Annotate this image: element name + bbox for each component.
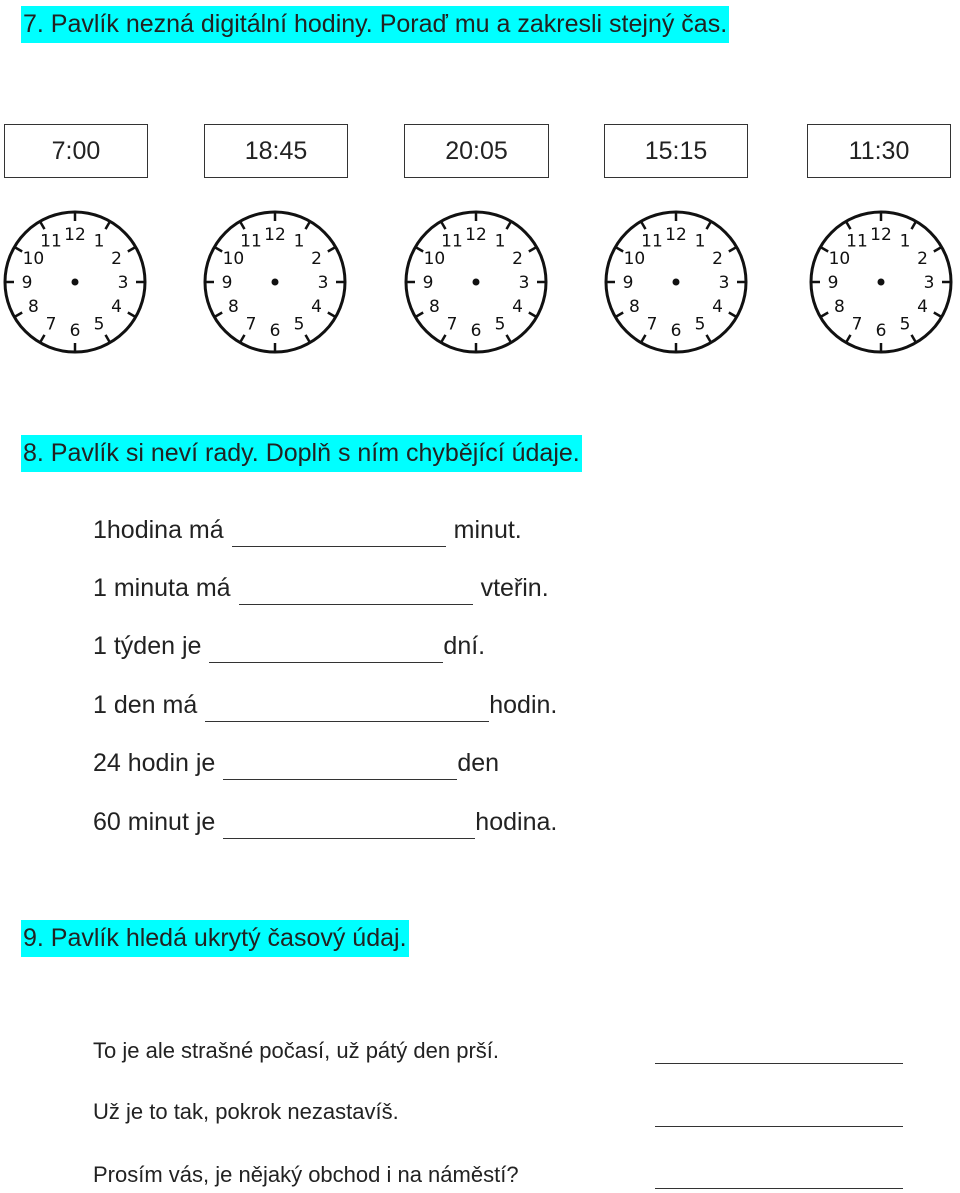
clock-number: 4 [111, 297, 122, 317]
clock-number: 7 [646, 314, 658, 335]
clock-number: 2 [712, 249, 723, 269]
hidden-time-answer-3[interactable] [655, 1188, 903, 1189]
clock-number: 4 [512, 297, 523, 317]
clock-number: 6 [875, 321, 887, 341]
clock-number: 1 [93, 231, 105, 252]
clock-number: 11 [846, 231, 868, 252]
fill-line-after: vteřin. [480, 574, 549, 602]
answer-blank[interactable] [205, 694, 489, 722]
fill-line-3 [93, 629, 485, 663]
fill-line-5 [93, 746, 499, 780]
time-box-5: 11:30 [807, 124, 951, 178]
clock-number: 11 [641, 231, 663, 252]
clock-number: 6 [470, 321, 482, 341]
clock-number: 12 [665, 225, 687, 245]
clock-center-dot [673, 279, 680, 286]
clock-svg [403, 209, 549, 355]
clock-number: 8 [834, 297, 845, 317]
clock-number: 8 [629, 297, 640, 317]
clock-svg [2, 209, 148, 355]
answer-blank[interactable] [223, 752, 457, 780]
clock-number: 10 [623, 249, 646, 269]
task7-heading: 7. Pavlík nezná digitální hodiny. Poraď mu a zakresli stejný čas. [21, 6, 729, 43]
task9-heading: 9. Pavlík hledá ukrytý časový údaj. [21, 920, 409, 957]
clock-center-dot [473, 279, 480, 286]
clock-number: 2 [512, 249, 523, 269]
fill-line-before: 60 minut je [93, 808, 216, 836]
clock-svg [202, 209, 348, 355]
clock-number: 10 [423, 249, 446, 269]
clock-number: 10 [222, 249, 245, 269]
clock-svg [808, 209, 954, 355]
clock-number: 1 [293, 231, 305, 252]
clock-number: 4 [311, 297, 322, 317]
answer-blank[interactable] [232, 519, 446, 547]
time-box-2: 18:45 [204, 124, 348, 178]
clock-number: 12 [264, 225, 286, 245]
fill-line-after: hodina. [475, 808, 558, 836]
answer-blank[interactable] [239, 577, 473, 605]
clock-number: 2 [111, 249, 122, 269]
clock-face-4[interactable] [603, 209, 749, 355]
fill-line-before: 1hodina má [93, 516, 224, 544]
clock-number: 5 [494, 314, 506, 335]
clock-number: 10 [828, 249, 851, 269]
clock-number: 12 [465, 225, 487, 245]
clock-number: 11 [441, 231, 463, 252]
clock-number: 7 [45, 314, 57, 335]
hidden-time-answer-2[interactable] [655, 1126, 903, 1127]
clock-number: 9 [827, 273, 839, 293]
fill-line-before: 1 týden je [93, 632, 202, 660]
clock-number: 3 [718, 273, 730, 293]
clock-svg [603, 209, 749, 355]
fill-line-1 [93, 513, 522, 547]
clock-number: 1 [694, 231, 706, 252]
clock-number: 1 [494, 231, 506, 252]
clock-number: 5 [694, 314, 706, 335]
fill-line-after: minut. [453, 516, 522, 544]
clock-number: 7 [446, 314, 458, 335]
clock-number: 6 [69, 321, 81, 341]
clock-number: 3 [518, 273, 530, 293]
clock-number: 8 [28, 297, 39, 317]
clock-number: 7 [245, 314, 257, 335]
clock-number: 3 [117, 273, 129, 293]
clock-number: 9 [422, 273, 434, 293]
clock-number: 11 [40, 231, 62, 252]
clock-center-dot [72, 279, 79, 286]
answer-blank[interactable] [209, 635, 443, 663]
fill-line-2 [93, 571, 549, 605]
clock-number: 9 [622, 273, 634, 293]
time-box-3: 20:05 [404, 124, 549, 178]
clock-number: 6 [269, 321, 281, 341]
clock-number: 2 [311, 249, 322, 269]
clock-number: 5 [899, 314, 911, 335]
clock-number: 8 [228, 297, 239, 317]
clock-number: 6 [670, 321, 682, 341]
fill-line-after: dní. [443, 632, 486, 660]
fill-line-after: den [457, 749, 500, 777]
fill-line-4 [93, 688, 557, 722]
clock-number: 1 [899, 231, 911, 252]
fill-line-before: 24 hodin je [93, 749, 216, 777]
fill-line-before: 1 minuta má [93, 574, 231, 602]
clock-number: 9 [21, 273, 33, 293]
clock-number: 10 [22, 249, 45, 269]
clock-number: 12 [870, 225, 892, 245]
clock-number: 9 [221, 273, 233, 293]
clock-face-5[interactable] [808, 209, 954, 355]
hidden-time-answer-1[interactable] [655, 1063, 903, 1064]
time-box-4: 15:15 [604, 124, 748, 178]
clock-face-2[interactable] [202, 209, 348, 355]
task8-heading: 8. Pavlík si neví rady. Doplň s ním chybějící údaje. [21, 435, 582, 472]
clock-number: 5 [293, 314, 305, 335]
clock-number: 4 [712, 297, 723, 317]
clock-number: 11 [240, 231, 262, 252]
fill-line-after: hodin. [489, 691, 558, 719]
hidden-time-sentence-1: To je ale strašné počasí, už pátý den prší. [93, 1038, 500, 1063]
clock-number: 7 [851, 314, 863, 335]
clock-number: 5 [93, 314, 105, 335]
clock-center-dot [878, 279, 885, 286]
fill-line-6 [93, 805, 557, 839]
clock-number: 12 [64, 225, 86, 245]
clock-number: 4 [917, 297, 928, 317]
clock-number: 8 [429, 297, 440, 317]
time-box-1: 7:00 [4, 124, 148, 178]
clock-number: 3 [923, 273, 935, 293]
clock-center-dot [272, 279, 279, 286]
clock-face-1[interactable] [2, 209, 148, 355]
hidden-time-sentence-2: Už je to tak, pokrok nezastavíš. [93, 1099, 399, 1124]
clock-face-3[interactable] [403, 209, 549, 355]
fill-line-before: 1 den má [93, 691, 198, 719]
clock-number: 3 [317, 273, 329, 293]
answer-blank[interactable] [223, 811, 475, 839]
clock-number: 2 [917, 249, 928, 269]
hidden-time-sentence-3: Prosím vás, je nějaký obchod i na náměstí? [93, 1162, 519, 1187]
